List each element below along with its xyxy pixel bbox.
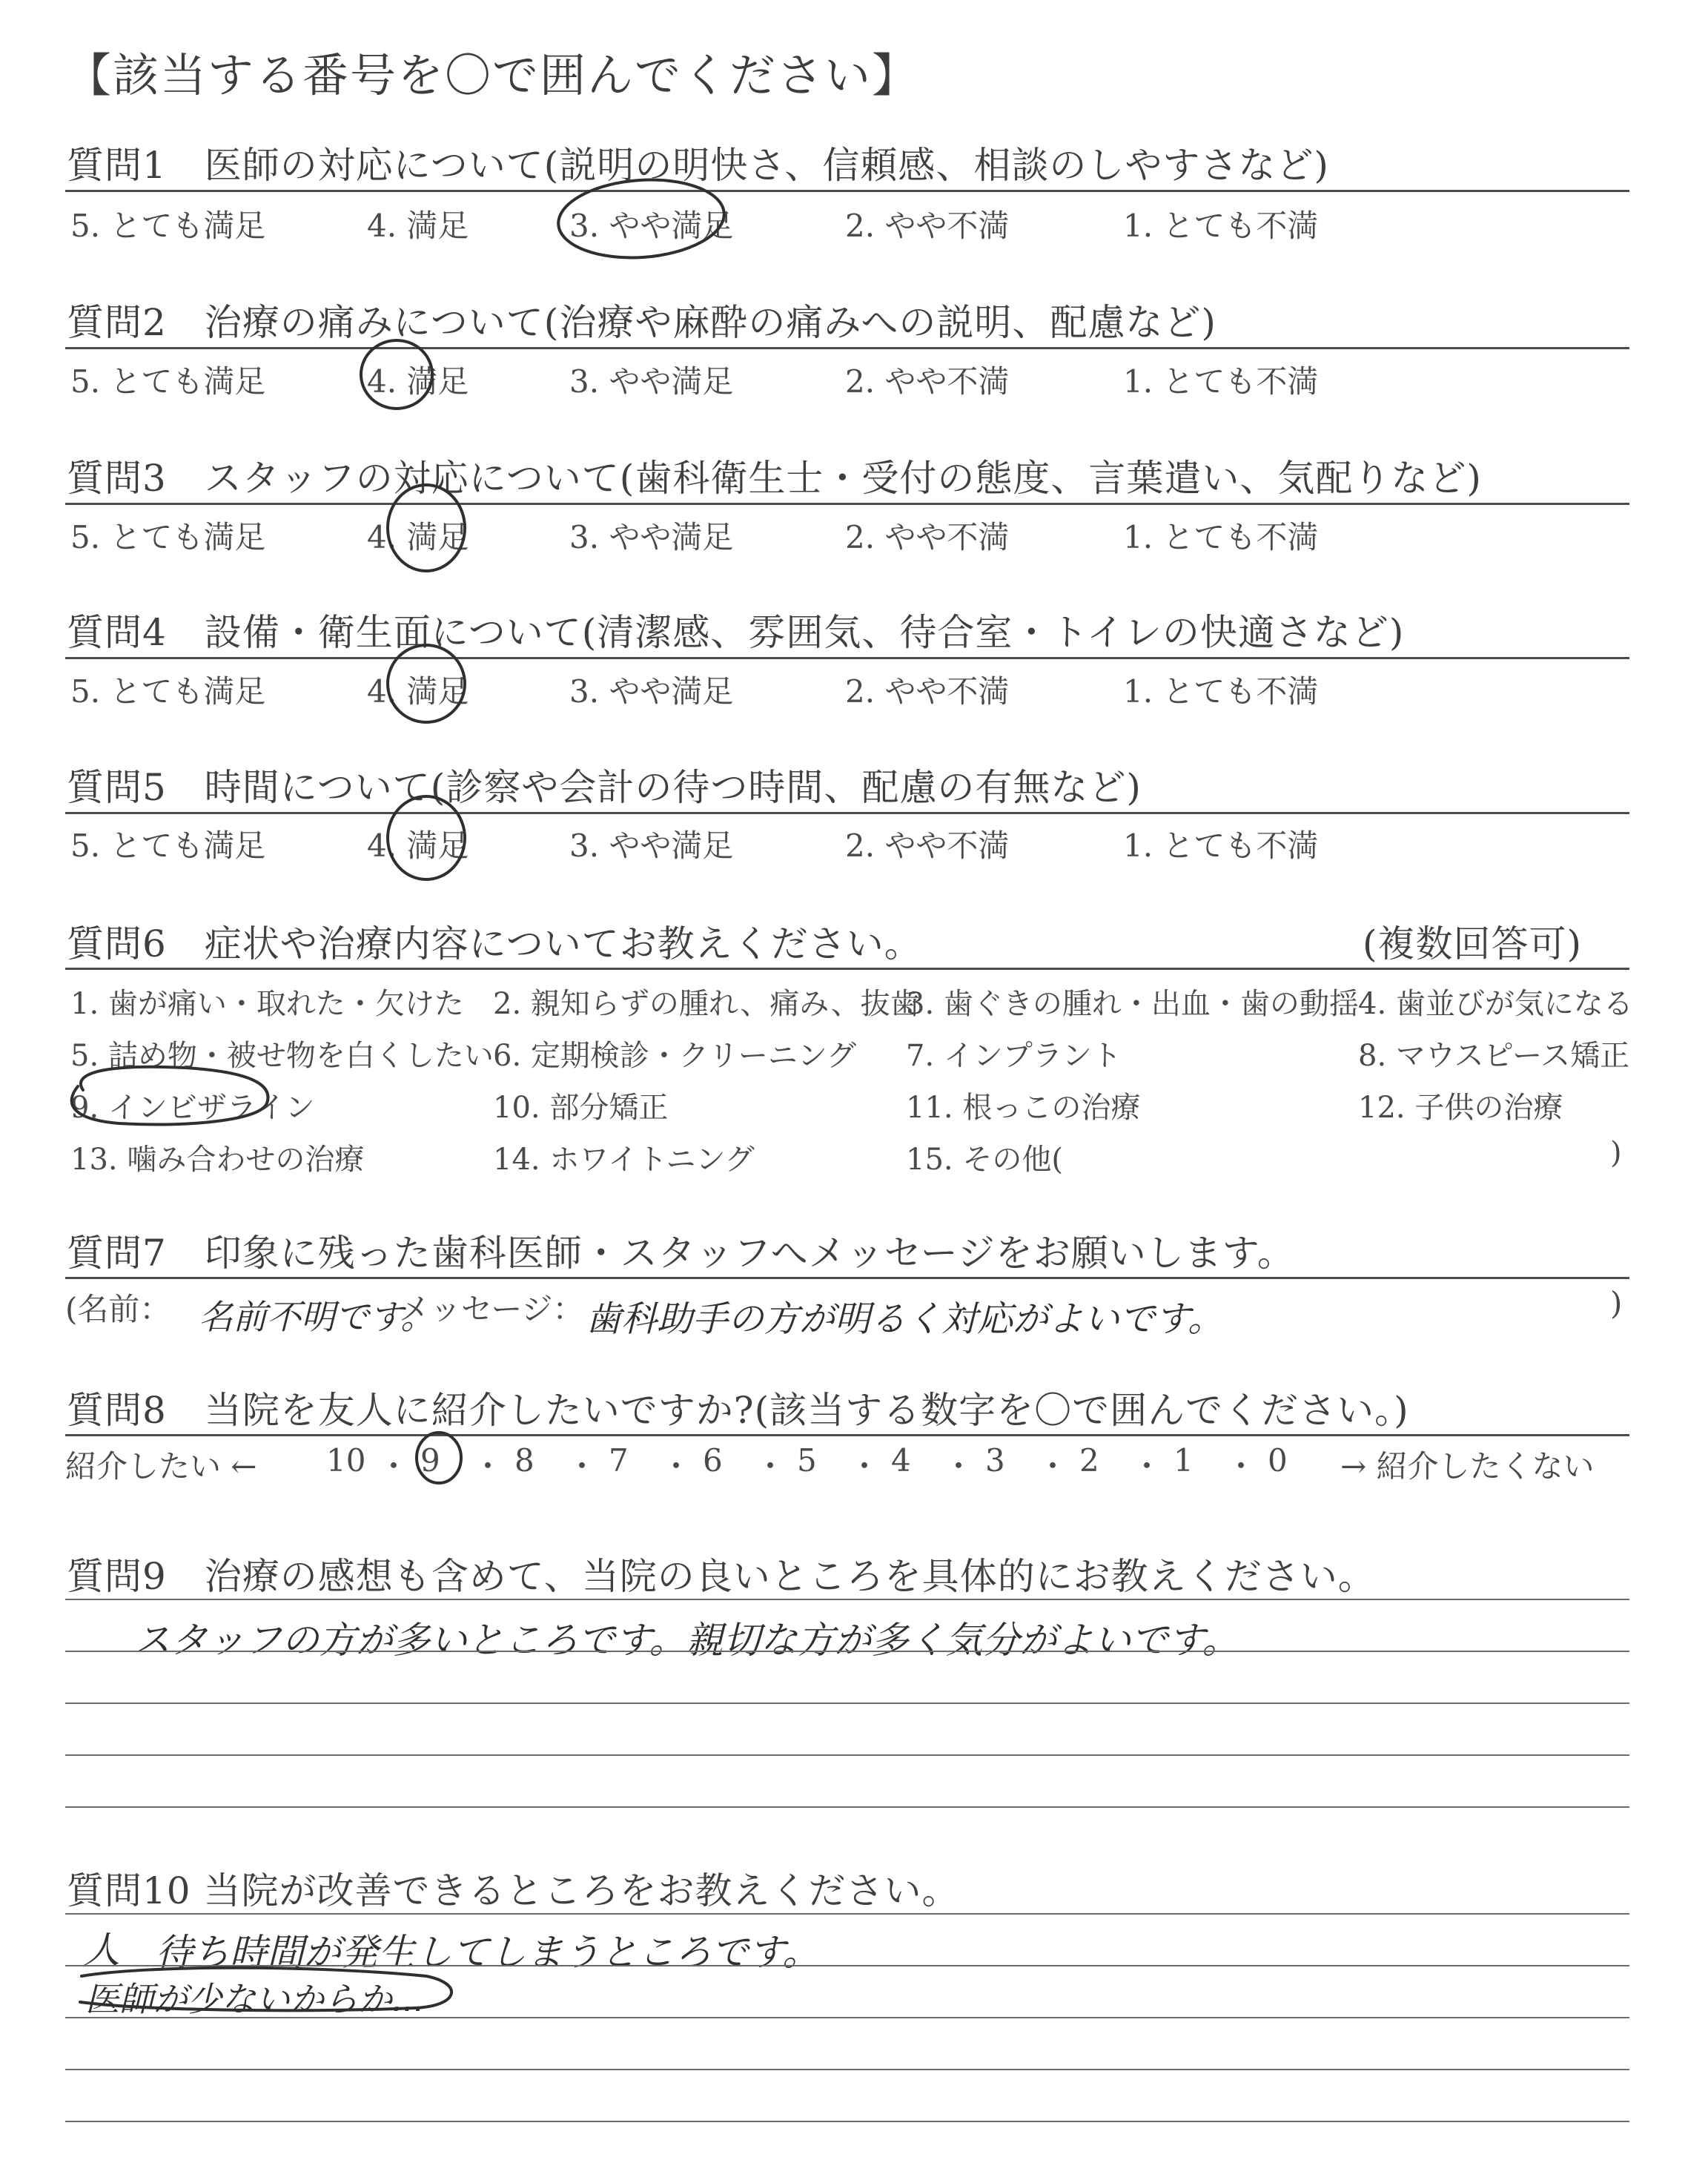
q6-other-close-paren: ) xyxy=(1610,1136,1622,1170)
scale-value-2[interactable]: 2 xyxy=(1079,1442,1099,1479)
scale-separator-dot: ・ xyxy=(943,1448,975,1484)
message-close-paren: ) xyxy=(1610,1285,1623,1321)
scale-separator-dot: ・ xyxy=(661,1448,692,1484)
scale-separator-dot: ・ xyxy=(1131,1448,1163,1484)
question-2-rule xyxy=(65,347,1629,349)
q2-option-2[interactable]: 2. やや不満 xyxy=(845,363,1010,400)
q10-answer-line-1[interactable]: 待ち時間が発生してしまうところです。 xyxy=(156,1931,820,1974)
scale-value-8[interactable]: 8 xyxy=(514,1442,534,1479)
recommend-left-label: 紹介したい ← xyxy=(65,1448,257,1484)
q10-line-4 xyxy=(65,2069,1629,2070)
form-title: 【該当する番号を〇で囲んでください】 xyxy=(65,48,920,102)
q10-bullet-mark: 人 xyxy=(83,1929,120,1972)
q4-option-5[interactable]: 5. とても満足 xyxy=(70,673,266,710)
q9-line-2 xyxy=(65,1651,1629,1652)
q3-option-5[interactable]: 5. とても満足 xyxy=(70,519,266,555)
q10-line-5 xyxy=(65,2121,1629,2122)
scale-value-3[interactable]: 3 xyxy=(985,1442,1005,1479)
question-6-title: 質問6 症状や治療内容についてお教えください。 xyxy=(67,922,922,965)
q6-item-13[interactable]: 13. 噛み合わせの治療 xyxy=(70,1143,365,1177)
scale-separator-dot: ・ xyxy=(755,1448,787,1484)
q6-item-1[interactable]: 1. 歯が痛い・取れた・欠けた xyxy=(70,987,464,1021)
scale-separator-dot: ・ xyxy=(1037,1448,1069,1484)
scale-value-4[interactable]: 4 xyxy=(891,1442,911,1479)
q6-item-5[interactable]: 5. 詰め物・被せ物を白くしたい xyxy=(70,1039,494,1073)
q1-option-2[interactable]: 2. やや不満 xyxy=(845,208,1010,244)
q9-line-4 xyxy=(65,1754,1629,1756)
question-2-title: 質問2 治療の痛みについて(治療や麻酔の痛みへの説明、配慮など) xyxy=(67,301,1217,344)
q6-item-7[interactable]: 7. インプラント xyxy=(906,1039,1122,1073)
question-5-title: 質問5 時間について(診察や会計の待つ時間、配慮の有無など) xyxy=(67,766,1142,809)
q6-item-9[interactable]: 9. インビザライン xyxy=(70,1091,315,1125)
q4-option-3[interactable]: 3. やや満足 xyxy=(569,673,734,710)
q6-item-14[interactable]: 14. ホワイトニング xyxy=(493,1143,755,1177)
question-4-rule xyxy=(65,657,1629,659)
q1-option-4[interactable]: 4. 満足 xyxy=(367,208,469,244)
q10-line-1 xyxy=(65,1913,1629,1915)
question-6-rule xyxy=(65,968,1629,970)
q3-option-4[interactable]: 4. 満足 xyxy=(367,519,469,555)
scale-value-0[interactable]: 0 xyxy=(1268,1442,1288,1479)
q6-item-8[interactable]: 8. マウスピース矯正 xyxy=(1358,1039,1630,1073)
q10-line-2 xyxy=(65,1965,1629,1966)
scale-value-1[interactable]: 1 xyxy=(1174,1442,1194,1479)
question-8-title: 質問8 当院を友人に紹介したいですか?(該当する数字を〇で囲んでください。) xyxy=(67,1389,1409,1432)
scale-separator-dot: ・ xyxy=(378,1448,410,1484)
q9-line-3 xyxy=(65,1702,1629,1704)
question-4-title: 質問4 設備・衛生面について(清潔感、雰囲気、待合室・トイレの快適さなど) xyxy=(67,611,1405,654)
q3-option-2[interactable]: 2. やや不満 xyxy=(845,519,1010,555)
question-3-rule xyxy=(65,503,1629,505)
q2-option-5[interactable]: 5. とても満足 xyxy=(70,363,266,400)
q4-option-4[interactable]: 4. 満足 xyxy=(367,673,469,710)
q9-answer-handwritten[interactable]: スタッフの方が多いところです。親切な方が多く気分がよいです。 xyxy=(133,1619,1239,1662)
scale-separator-dot: ・ xyxy=(849,1448,881,1484)
q1-option-1[interactable]: 1. とても不満 xyxy=(1123,208,1319,244)
q5-option-4[interactable]: 4. 満足 xyxy=(367,828,469,864)
q6-item-11[interactable]: 11. 根っこの治療 xyxy=(906,1091,1141,1125)
q6-item-2[interactable]: 2. 親知らずの腫れ、痛み、抜歯 xyxy=(493,987,920,1021)
q6-item-10[interactable]: 10. 部分矯正 xyxy=(493,1091,669,1125)
q3-option-1[interactable]: 1. とても不満 xyxy=(1123,519,1319,555)
question-1-rule xyxy=(65,190,1629,192)
question-7-title: 質問7 印象に残った歯科医師・スタッフへメッセージをお願いします。 xyxy=(67,1232,1295,1275)
q6-item-12[interactable]: 12. 子供の治療 xyxy=(1358,1091,1563,1125)
q4-option-1[interactable]: 1. とても不満 xyxy=(1123,673,1319,710)
q5-option-5[interactable]: 5. とても満足 xyxy=(70,828,266,864)
question-5-rule xyxy=(65,812,1629,814)
scale-value-6[interactable]: 6 xyxy=(703,1442,723,1479)
q6-item-4[interactable]: 4. 歯並びが気になる xyxy=(1358,987,1633,1021)
message-label: メッセージ： xyxy=(399,1291,584,1327)
q3-option-3[interactable]: 3. やや満足 xyxy=(569,519,734,555)
q10-line-3 xyxy=(65,2017,1629,2018)
question-7-rule xyxy=(65,1277,1629,1279)
q1-option-3[interactable]: 3. やや満足 xyxy=(569,208,734,244)
q4-option-2[interactable]: 2. やや不満 xyxy=(845,673,1010,710)
message-handwritten[interactable]: 歯科助手の方が明るく対応がよいです。 xyxy=(586,1298,1224,1340)
question-8-rule xyxy=(65,1434,1629,1436)
q6-item-6[interactable]: 6. 定期検診・クリーニング xyxy=(493,1039,857,1073)
q2-option-3[interactable]: 3. やや満足 xyxy=(569,363,734,400)
scale-separator-dot: ・ xyxy=(472,1448,504,1484)
name-label: (名前： xyxy=(65,1291,171,1327)
q5-option-1[interactable]: 1. とても不満 xyxy=(1123,828,1319,864)
scale-value-9[interactable]: 9 xyxy=(420,1442,440,1479)
question-1-title: 質問1 医師の対応について(説明の明快さ、信頼感、相談のしやすさなど) xyxy=(67,144,1329,187)
q6-item-3[interactable]: 3. 歯ぐきの腫れ・出血・歯の動揺 xyxy=(906,987,1359,1021)
scale-value-7[interactable]: 7 xyxy=(609,1442,629,1479)
scale-value-10[interactable]: 10 xyxy=(326,1442,366,1479)
name-handwritten[interactable]: 名前不明です。 xyxy=(199,1297,435,1337)
q10-answer-line-2[interactable]: 医師が少ないからか... xyxy=(85,1979,425,2019)
q6-item-15[interactable]: 15. その他( xyxy=(906,1143,1063,1177)
q1-option-5[interactable]: 5. とても満足 xyxy=(70,208,266,244)
q5-option-2[interactable]: 2. やや不満 xyxy=(845,828,1010,864)
q2-option-1[interactable]: 1. とても不満 xyxy=(1123,363,1319,400)
scale-value-5[interactable]: 5 xyxy=(797,1442,817,1479)
question-10-title: 質問10 当院が改善できるところをお教えください。 xyxy=(67,1869,960,1912)
q2-option-4[interactable]: 4. 満足 xyxy=(367,363,469,400)
question-9-title: 質問9 治療の感想も含めて、当院の良いところを具体的にお教えください。 xyxy=(67,1555,1376,1598)
q5-option-3[interactable]: 3. やや満足 xyxy=(569,828,734,864)
q9-line-5 xyxy=(65,1806,1629,1808)
question-3-title: 質問3 スタッフの対応について(歯科衛生士・受付の態度、言葉遣い、気配りなど) xyxy=(67,457,1482,500)
multiple-answer-note: (複数回答可) xyxy=(1363,922,1583,965)
recommend-right-label: → 紹介したくない xyxy=(1340,1448,1595,1484)
scale-separator-dot: ・ xyxy=(566,1448,598,1484)
scale-separator-dot: ・ xyxy=(1225,1448,1257,1484)
q9-line-1 xyxy=(65,1599,1629,1600)
